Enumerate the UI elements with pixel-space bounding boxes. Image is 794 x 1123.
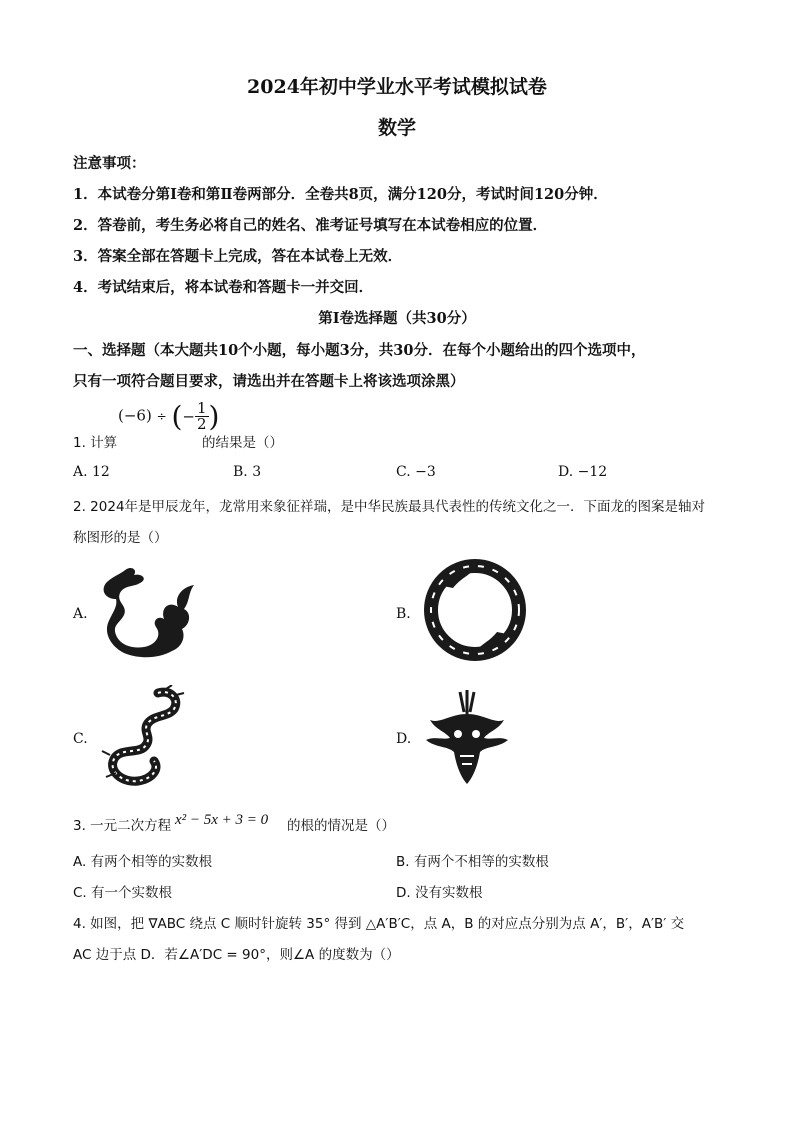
q3-equation: x² − 5x + 3 = 0: [175, 812, 269, 828]
q1-fraction: [195, 401, 209, 432]
q1-numerator: 1: [196, 399, 207, 417]
notice-item: 3．答案全部在答题卡上完成，答在本试卷上无效．: [73, 248, 403, 265]
q1-expression: (−6) ÷ (− $\frac{1}{2}$ ): [118, 399, 220, 433]
dragon-d-image[interactable]: [420, 684, 514, 788]
q1-minus: −: [182, 407, 195, 426]
q2-text: 称图形的是（）: [73, 530, 168, 546]
q2-option-c-label[interactable]: C.: [73, 731, 88, 747]
notice-item: 2．答卷前，考生务必将自己的姓名、准考证号填写在本试卷相应的位置．: [73, 217, 548, 234]
q3-suffix: 的根的情况是（）: [287, 818, 395, 834]
notice-item: 1．本试卷分第Ⅰ卷和第Ⅱ卷两部分．全卷共8页，满分120分，考试时间120分钟．: [73, 186, 608, 203]
notice-heading: 注意事项：: [73, 155, 146, 172]
q1-option-c[interactable]: C. −3: [396, 464, 436, 480]
q3-option-c[interactable]: C. 有一个实数根: [73, 885, 173, 901]
q1-option-d[interactable]: D. −12: [558, 464, 608, 480]
q3-option-a[interactable]: A. 有两个相等的实数根: [73, 854, 213, 870]
section-instruction: 只有一项符合题目要求，请选出并在答题卡上将该选项涂黑）: [73, 373, 465, 390]
q2-option-a-label[interactable]: A.: [73, 606, 88, 622]
dragon-a-image[interactable]: [94, 563, 200, 661]
q1-option-b[interactable]: B. 3: [233, 464, 262, 480]
q4-text: AC 边于点 D．若∠A′DC = 90°，则∠A 的度数为（）: [73, 947, 400, 963]
q3-option-b[interactable]: B. 有两个不相等的实数根: [396, 854, 549, 870]
notice-item: 4．考试结束后，将本试卷和答题卡一并交回．: [73, 279, 374, 296]
q1-denominator: 2: [196, 415, 207, 433]
section-instruction: 一、选择题（本大题共10个小题，每小题3分，共30分．在每个小题给出的四个选项中，: [73, 342, 646, 359]
exam-subject: 数学: [377, 117, 416, 139]
q1-operator: ÷: [156, 409, 167, 424]
q3-prefix: 3. 一元二次方程: [73, 818, 172, 834]
q1-suffix: 的结果是（）: [202, 435, 283, 451]
exam-title: 2024年初中学业水平考试模拟试卷: [247, 76, 547, 98]
q1-prefix: 1. 计算: [73, 435, 118, 451]
dragon-b-image[interactable]: [423, 556, 527, 664]
section-title: 第Ⅰ卷选择题（共30分）: [318, 310, 476, 327]
q3-option-d[interactable]: D. 没有实数根: [396, 885, 483, 901]
q2-text: 2. 2024年是甲辰龙年，龙常用来象征祥瑞，是中华民族最具代表性的传统文化之一．下面龙的图案是轴对: [73, 499, 706, 515]
dragon-c-image[interactable]: [96, 685, 186, 790]
q4-text: 4. 如图，把 ∇ABC 绕点 C 顺时针旋转 35° 得到 △A′B′C，点 A，B 的对应点分别为点 A′，B′，A′B′ 交: [73, 916, 685, 932]
q2-option-d-label[interactable]: D.: [396, 731, 412, 747]
q1-option-a[interactable]: A. 12: [73, 464, 110, 480]
q2-option-b-label[interactable]: B.: [396, 606, 411, 622]
q1-dividend: (−6): [118, 406, 152, 425]
